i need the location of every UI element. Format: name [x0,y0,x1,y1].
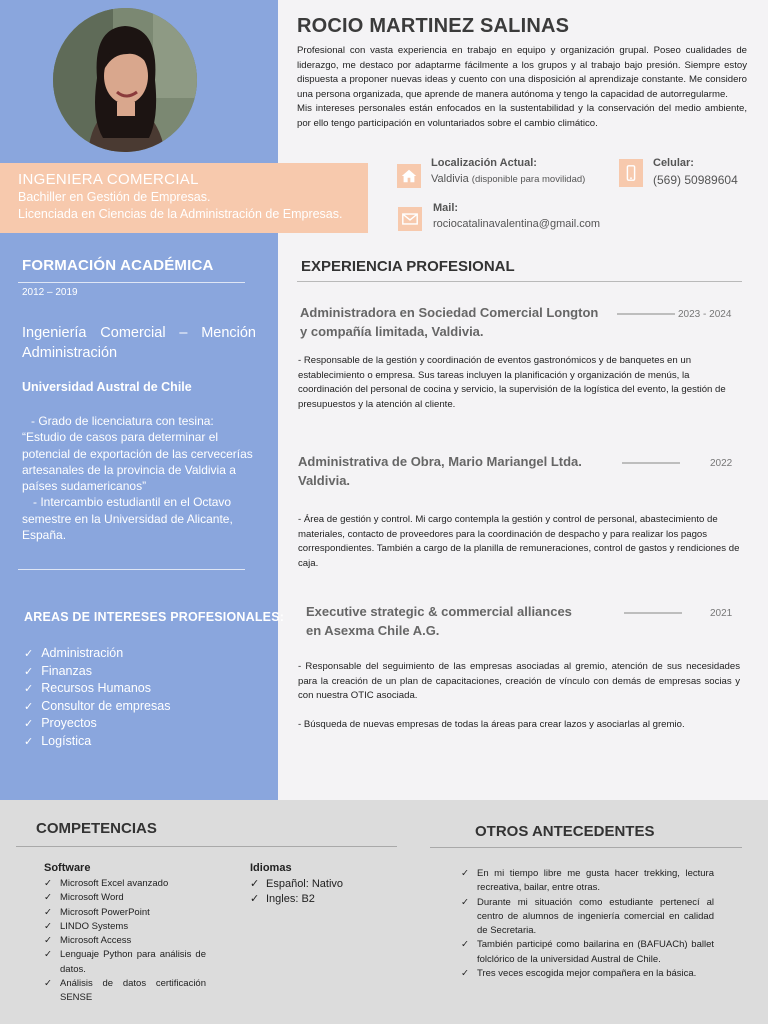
software-item: ✓ Análisis de datos certificación SENSE [44,977,206,1006]
profile-photo [53,8,197,152]
interest-item: ✓ Finanzas [24,663,170,681]
education-heading: FORMACIÓN ACADÉMICA [22,257,214,274]
idioma-item: ✓ Ingles: B2 [250,892,390,907]
portrait-image [53,8,197,152]
job-title [298,452,582,490]
job-years: 2023 - 2024 [678,309,732,320]
software-label: Software [44,862,91,874]
phone-value: (569) 50989604 [653,173,738,187]
degree-line-2: Licenciada en Ciencias de la Administración de Empresas. [18,207,343,221]
job-description [298,354,740,412]
idiomas-label: Idiomas [250,862,292,874]
job-description-line: - Búsqueda de nuevas empresas de todas la áreas para crear lazos y asociarlas al gremio. [298,718,685,730]
home-icon [397,164,421,188]
otros-item: ✓ Durante mi situación como estudiante pertenecí al centro de alumnos de ingeniería comercial en calidad de Secretaria. [461,896,714,939]
job-date-line [617,313,675,315]
education-bottom-divider [18,569,245,570]
experience-divider [297,281,742,282]
software-item: ✓ Microsoft Access [44,934,206,948]
location-label: Localización Actual: [431,157,537,169]
job-years: 2022 [710,458,733,469]
software-item: ✓ Microsoft PowerPoint [44,906,206,920]
interest-item: ✓ Logística [24,733,170,751]
idioma-item: ✓ Español: Nativo [250,877,390,892]
interest-item: ✓ Proyectos [24,715,170,733]
mail-icon [398,207,422,231]
job-years: 2021 [710,608,733,619]
job-title-line: Valdivia. [298,473,351,488]
job-date-line [624,612,682,614]
experience-heading: EXPERIENCIA PROFESIONAL [301,258,515,275]
mail-label: Mail: [433,202,459,214]
interests-list [24,645,170,750]
interests-heading: AREAS DE INTERESES PROFESIONALES: [24,610,285,624]
software-item: ✓ Microsoft Excel avanzado [44,877,206,891]
otros-heading: OTROS ANTECEDENTES [475,823,655,840]
competencias-heading: COMPETENCIAS [36,820,157,837]
interest-item: ✓ Administración [24,645,170,663]
job-description [298,513,740,571]
job-date-line [622,462,680,464]
job-description [298,660,740,732]
job-title-line: en Asexma Chile A.G. [306,623,440,638]
job-title-line: y compañía limitada, Valdivia. [300,324,484,339]
title-band [0,163,368,233]
education-years: 2012 – 2019 [22,287,78,298]
software-item: ✓ Microsoft Word [44,891,206,905]
interest-item: ✓ Recursos Humanos [24,680,170,698]
software-item: ✓ Lenguaje Python para análisis de datos. [44,948,206,977]
education-detail-thesis: - Grado de licenciatura con tesina: “Estudio de casos para determinar el potencial de exportación de las cervecerías artesanales de la provincia de Valdivia a países sudamericanos” [22,414,253,494]
location-city: Valdivia [431,173,469,185]
profile-paragraph: Profesional con vasta experiencia en trabajo en equipo y organización grupal. Poseo cualidades de liderazgo, me destaco por adaptarme fácilmente a los grupos y al trabajo bajo presión. Siempre estoy dispuesta a proponer nuevas ideas y cuento con una disposición al aprendizaje constante. Me considero una persona organizada, que aprende de manera autónoma y tengo la capacidad de autorregularme. [297,45,747,100]
person-name: ROCIO MARTINEZ SALINAS [297,15,570,37]
job-role: INGENIERA COMERCIAL [18,171,199,188]
otros-item: ✓ Tres veces escogida mejor compañera en la básica. [461,967,714,981]
phone-icon [619,159,643,187]
job-description-line: - Responsable del seguimiento de las empresas asociadas al gremio, atención de sus necesidades para la creación de un plan de capacitaciones, creación de vínculo con demás de empresas socias y con nuestra OTIC asociada. [298,661,740,702]
competencias-divider [16,846,397,847]
education-university: Universidad Austral de Chile [22,380,192,394]
job-title [306,602,572,640]
otros-item: ✓ También participé como bailarina en (BAFUACh) ballet folclórico de la universidad Austral de Chile. [461,938,714,967]
job-title-line: Administrativa de Obra, Mario Mariangel Ltda. [298,454,582,469]
idiomas-list [250,877,390,907]
education-divider [18,282,245,283]
interest-item: ✓ Consultor de empresas [24,698,170,716]
education-details [22,413,256,543]
degree-line-1: Bachiller en Gestión de Empresas. [18,190,211,204]
job-title-line: Administradora en Sociedad Comercial Longton [300,305,599,320]
software-item: ✓ LINDO Systems [44,920,206,934]
education-detail-exchange: - Intercambio estudiantil en el Octavo semestre en la Universidad de Alicante, España. [22,495,233,543]
job-title [300,303,598,341]
otros-item: ✓ En mi tiempo libre me gusta hacer trekking, lectura recreativa, bailar, entre otras. [461,867,714,896]
otros-divider [430,847,742,848]
education-degree: Ingeniería Comercial – Mención Administración [22,325,256,361]
job-description-line: - Responsable de la gestión y coordinación de eventos gastronómicos y de banquetes en un establecimiento o empresa. Sus tareas incluyen la planificación y organización de menús, la coordinación del personal de cocina y servicio, la supervisión de la logística del evento, la gestión de presupuestos y la atención al cliente. [298,355,726,410]
location-value [431,173,585,185]
location-note: (disponible para movilidad) [471,174,586,185]
software-list [44,877,206,1006]
mail-value[interactable]: rociocatalinavalentina@gmail.com [433,218,601,230]
otros-list [461,867,714,981]
profile-paragraph: Mis intereses personales están enfocados en la sustentabilidad y la conservación del medio ambiente, por ello tengo participación en voluntariados sobre el cambio climático. [297,103,747,129]
job-description-line: - Área de gestión y control. Mi cargo contempla la gestión y control de personal, abastecimiento de materiales, contacto de proveedores para la coordinación de despacho y para realizar los pagos correspondientes. También a cargo de la planilla de remuneraciones, control de gastos y rendiciones de caja. [298,514,740,569]
profile-summary [297,44,747,131]
job-title-line: Executive strategic & commercial alliances [306,604,572,619]
phone-label: Celular: [653,157,694,169]
